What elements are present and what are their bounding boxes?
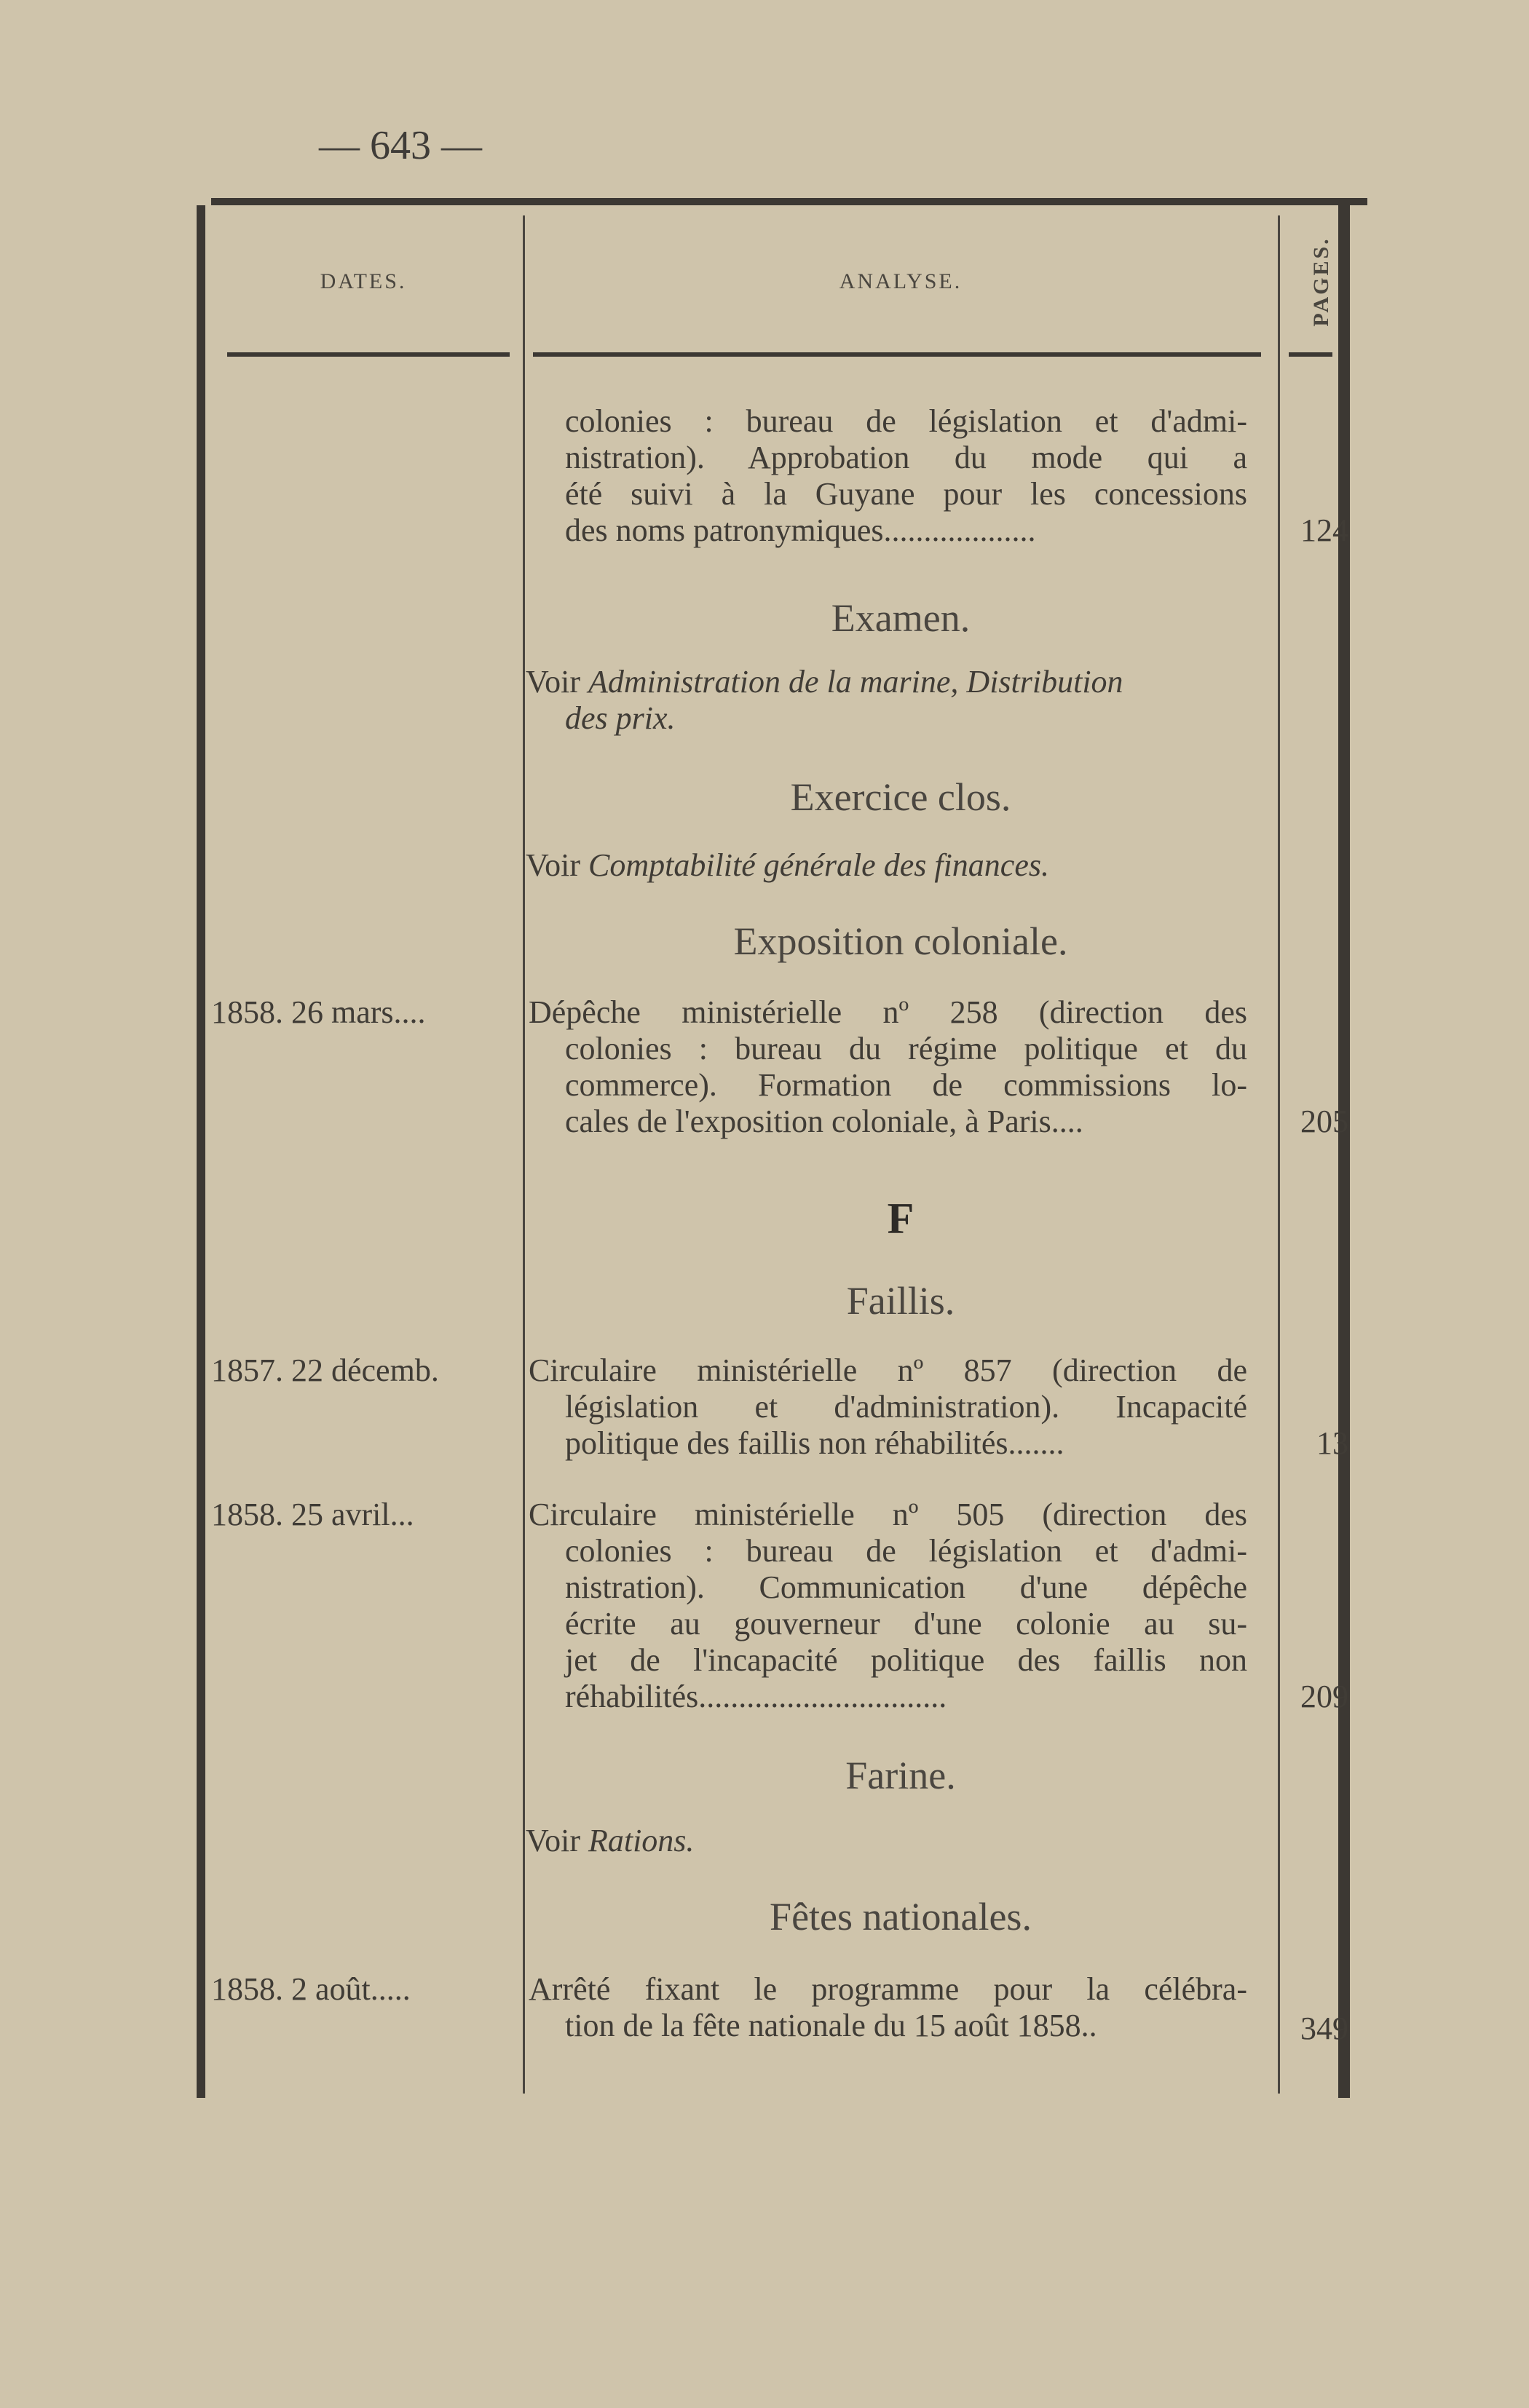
- section-heading-farine: Farine.: [845, 1754, 956, 1797]
- entry-analyse: [529, 994, 1247, 1140]
- cross-reference-examen: [526, 664, 1268, 737]
- table-top-rule: [211, 198, 1367, 205]
- entry-line: colonies : bureau de législation et d'admi-: [565, 1533, 1247, 1569]
- entry-line: écrite au gouverneur d'une colonie au su-: [565, 1606, 1247, 1641]
- column-separator-pages: [1278, 215, 1280, 2094]
- entry-line: réhabilités...............................: [565, 1679, 947, 1714]
- ref-lead: Voir: [526, 664, 580, 700]
- column-separator-dates: [523, 215, 525, 2094]
- ref-lead: Voir: [526, 1823, 580, 1858]
- entry-line: nistration). Approbation du mode qui a: [565, 440, 1247, 475]
- page-ref: 349: [1300, 2011, 1348, 2046]
- entry-line: nistration). Communication d'une dépêche: [565, 1569, 1247, 1605]
- entry-analyse: [529, 1497, 1247, 1715]
- entry-line: colonies : bureau de législation et d'admi-: [565, 403, 1247, 439]
- table-left-rule: [197, 205, 205, 2098]
- ref-target: Administration de la marine, Distribution: [588, 664, 1123, 700]
- page-ref: 205: [1300, 1104, 1348, 1139]
- entry-line: des noms patronymiques...................: [565, 512, 1036, 548]
- entry-line: tion de la fête nationale du 15 août 1858..: [565, 2008, 1097, 2043]
- header-rule-dates: [227, 352, 510, 357]
- column-header-dates: DATES.: [320, 269, 407, 293]
- entry-date: 1857. 22 décemb.: [211, 1352, 439, 1388]
- entry-line: Circulaire ministérielle nº 505 (direction des: [529, 1497, 1247, 1532]
- header-rule-pages: [1289, 352, 1332, 357]
- column-header-pages: [1289, 237, 1347, 335]
- page-ref: 209: [1300, 1679, 1348, 1714]
- entry-line: commerce). Formation de commissions lo-: [565, 1067, 1247, 1103]
- cross-reference-exercice-clos: [526, 847, 1268, 884]
- page-ref: 124: [1300, 512, 1348, 548]
- entry-line: législation et d'administration). Incapacité: [565, 1389, 1247, 1425]
- entry-analyse: [529, 1971, 1247, 2044]
- entry-line: été suivi à la Guyane pour les concessions: [565, 476, 1247, 512]
- column-header-pages-label: PAGES.: [1309, 237, 1333, 327]
- page-number: — 643 —: [319, 123, 482, 168]
- ref-target: des prix.: [565, 700, 676, 736]
- entry-line: politique des faillis non réhabilités.......: [565, 1425, 1064, 1461]
- entry-line: Circulaire ministérielle nº 857 (direction de: [529, 1352, 1247, 1388]
- section-heading-faillis: Faillis.: [846, 1279, 955, 1323]
- column-header-analyse: ANALYSE.: [839, 269, 963, 293]
- entry-line: Arrêté fixant le programme pour la célébra-: [529, 1971, 1247, 2007]
- ref-target: Comptabilité générale des finances.: [588, 847, 1049, 883]
- cross-reference-farine: [526, 1823, 1268, 1859]
- page-ref: 13: [1316, 1425, 1348, 1461]
- entry-line: colonies : bureau du régime politique et du: [565, 1031, 1247, 1066]
- entry-analyse: [529, 1352, 1247, 1462]
- entry-date: 1858. 2 août.....: [211, 1971, 411, 2007]
- section-heading-exercice-clos: Exercice clos.: [790, 775, 1011, 819]
- section-heading-exposition-coloniale: Exposition coloniale.: [733, 919, 1068, 963]
- ref-lead: Voir: [526, 847, 580, 883]
- header-rule-analyse: [533, 352, 1261, 357]
- ref-target: Rations.: [588, 1823, 695, 1858]
- section-heading-examen: Examen.: [831, 596, 971, 640]
- entry-date: 1858. 26 mars....: [211, 994, 426, 1030]
- entry-date: 1858. 25 avril...: [211, 1497, 414, 1532]
- section-letter: F: [887, 1195, 914, 1243]
- entry-line: jet de l'incapacité politique des faillis non: [565, 1642, 1247, 1678]
- section-heading-fetes-nationales: Fêtes nationales.: [770, 1895, 1032, 1938]
- entry-line: cales de l'exposition coloniale, à Paris....: [565, 1104, 1083, 1139]
- entry-line: Dépêche ministérielle nº 258 (direction des: [529, 994, 1247, 1030]
- table-right-rule: [1338, 205, 1350, 2098]
- continuation-entry: [565, 403, 1247, 549]
